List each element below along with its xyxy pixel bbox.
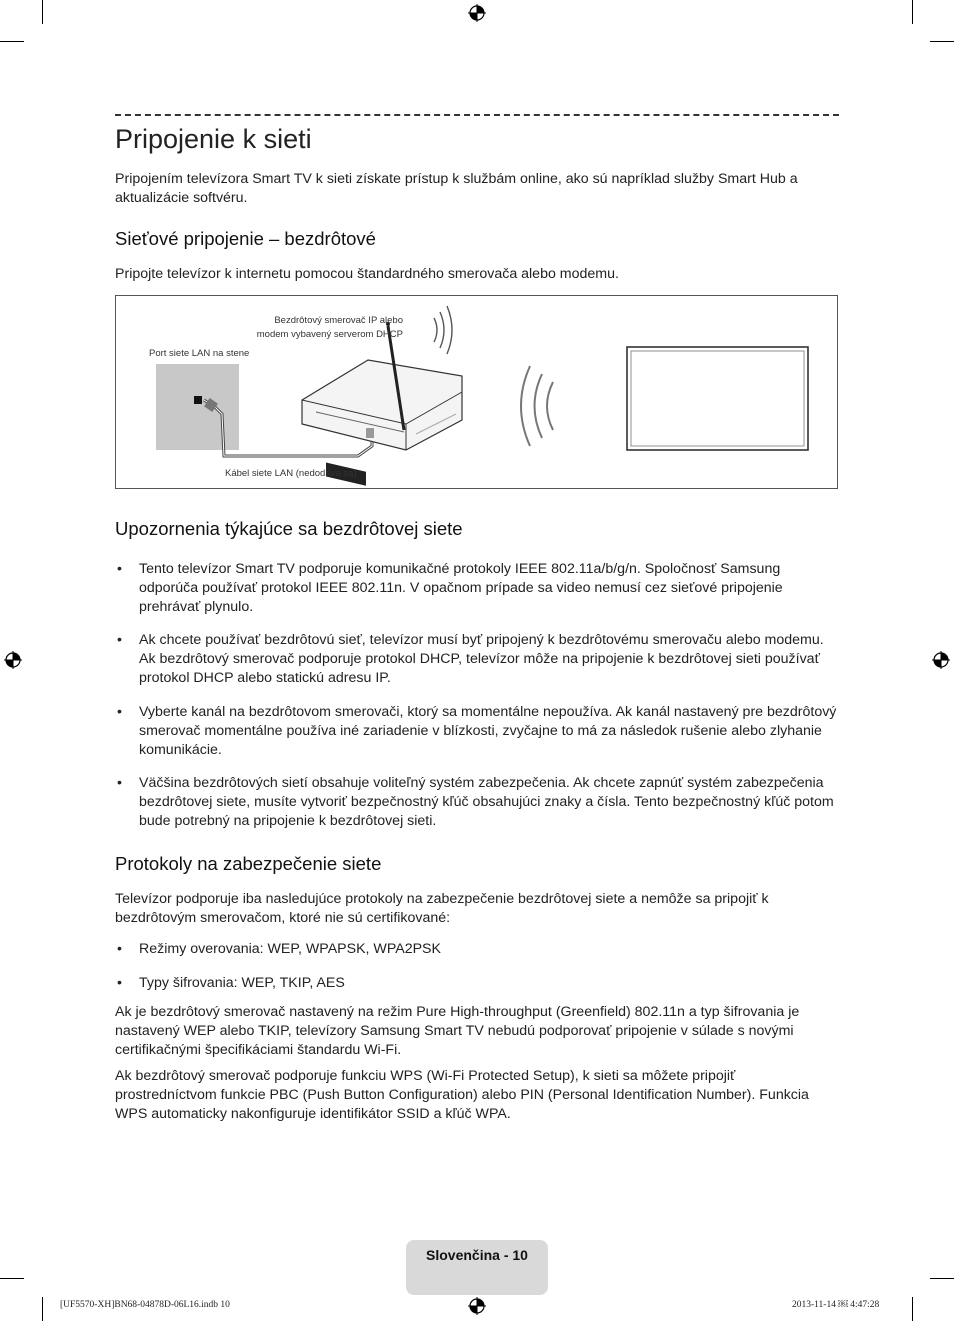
registration-mark-icon bbox=[468, 4, 486, 22]
bullet-icon: • bbox=[117, 941, 122, 957]
crop-mark bbox=[0, 1278, 24, 1279]
bullet-icon: • bbox=[117, 975, 122, 991]
list-item-text: Väčšina bezdrôtových sietí obsahuje voliteľný systém zabezpečenia. Ak chcete zapnúť systém zabezpečenia bezdrôtovej siete, musíte vytvoriť bezpečnostný kľúč obsahujúci znaky a čísla. Tento bezpečnostný kľúč potom bude potrebný na pripojenie k bezdrôtovej sieti. bbox=[139, 775, 834, 829]
router-label-line2: modem vybavený serverom DHCP bbox=[256, 329, 403, 340]
heading-wireless: Sieťové pripojenie – bezdrôtové bbox=[115, 228, 376, 249]
bullet-icon: • bbox=[117, 632, 122, 648]
page-title: Pripojenie k sieti bbox=[115, 124, 312, 154]
registration-mark-icon bbox=[468, 1297, 486, 1315]
cable-label: Kábel siete LAN (nedodáva sa) bbox=[225, 468, 357, 479]
section-divider bbox=[115, 114, 839, 116]
page-number-label: Slovenčina - 10 bbox=[426, 1247, 528, 1263]
registration-mark-icon bbox=[4, 651, 22, 669]
wireless-instruction: Pripojte televízor k internetu pomocou štandardného smerovača alebo modemu. bbox=[115, 266, 619, 282]
intro-paragraph: Pripojením televízora Smart TV k sieti získate prístup k službám online, ako sú napríklad služby Smart Hub a aktualizácie softvéru. bbox=[115, 171, 798, 206]
crop-mark bbox=[42, 0, 43, 24]
router-icon bbox=[302, 322, 462, 486]
router-label-line1: Bezdrôtový smerovač IP alebo bbox=[274, 315, 403, 326]
security-paragraph-1: Ak je bezdrôtový smerovač nastavený na režim Pure High-throughput (Greenfield) 802.11n a typ šifrovania je nastavený WEP alebo TKIP, televízory Samsung Smart TV nebudú podporovať pripojenie v súlade s novými certifikačnými špecifikáciami štandardu Wi-Fi. bbox=[115, 1004, 800, 1058]
list-item-text: Ak chcete používať bezdrôtovú sieť, televízor musí byť pripojený k bezdrôtovému smerovaču alebo modemu. Ak bezdrôtový smerovač podporuje protokol DHCP, televízor môže na pripojenie k bezdrôtovej sieti používať protokol DHCP alebo statickú adresu IP. bbox=[139, 632, 824, 686]
list-item-text: Režimy overovania: WEP, WPAPSK, WPA2PSK bbox=[139, 941, 441, 957]
file-info: [UF5570-XH]BN68-04878D-06L16.indb 10 bbox=[60, 1300, 230, 1310]
crop-mark bbox=[912, 1297, 913, 1321]
bullet-icon: • bbox=[117, 775, 122, 791]
bullet-icon: • bbox=[117, 704, 122, 720]
security-intro: Televízor podporuje iba nasledujúce protokoly na zabezpečenie bezdrôtovej siete a nemôže sa pripojiť k bezdrôtovým smerovačom, ktoré nie sú certifikované: bbox=[115, 891, 769, 926]
security-paragraph-2: Ak bezdrôtový smerovač podporuje funkciu WPS (Wi-Fi Protected Setup), k sieti sa môžete pripojiť prostredníctvom funkcie PBC (Push Button Configuration) alebo PIN (Personal Identification Number). Funkcia WPS automaticky nakonfiguruje identifikátor SSID a kľúč WPA. bbox=[115, 1068, 809, 1122]
list-item-text: Tento televízor Smart TV podporuje komunikačné protokoly IEEE 802.11a/b/g/n. Spoločnosť Samsung odporúča používať protokol IEEE 802.11n. V opačnom prípade sa video nemusí cez sieťové pripojenie prehrávať plynulo. bbox=[139, 561, 783, 615]
list-item-text: Typy šifrovania: WEP, TKIP, AES bbox=[139, 975, 345, 991]
crop-mark bbox=[912, 0, 913, 24]
crop-mark bbox=[930, 41, 954, 42]
wifi-waves-icon bbox=[521, 366, 553, 446]
crop-mark bbox=[42, 1297, 43, 1321]
registration-mark-icon bbox=[932, 651, 950, 669]
tv-icon bbox=[627, 347, 808, 450]
network-diagram bbox=[115, 295, 838, 489]
bullet-icon: • bbox=[117, 561, 122, 577]
page-number-badge bbox=[406, 1240, 548, 1295]
crop-mark bbox=[930, 1278, 954, 1279]
list-item-text: Vyberte kanál na bezdrôtovom smerovači, ktorý sa momentálne nepoužíva. Ak kanál nastavený pre bezdrôtový smerovač momentálne používa iné zariadenie v blízkosti, zvyčajne to má za následok rušenie alebo zlyhanie komunikácie. bbox=[139, 704, 837, 758]
wall-lan-port bbox=[194, 396, 202, 404]
print-timestamp: 2013-11-14 ￼ 4:47:28 bbox=[792, 1300, 880, 1310]
heading-warnings: Upozornenia týkajúce sa bezdrôtovej siete bbox=[115, 518, 463, 539]
heading-security: Protokoly na zabezpečenie siete bbox=[115, 853, 382, 874]
wall-port-label: Port siete LAN na stene bbox=[149, 348, 250, 359]
signal-waves-icon bbox=[434, 306, 452, 354]
diagram-drawing bbox=[116, 296, 837, 488]
crop-mark bbox=[0, 41, 24, 42]
wall-panel bbox=[156, 364, 239, 450]
